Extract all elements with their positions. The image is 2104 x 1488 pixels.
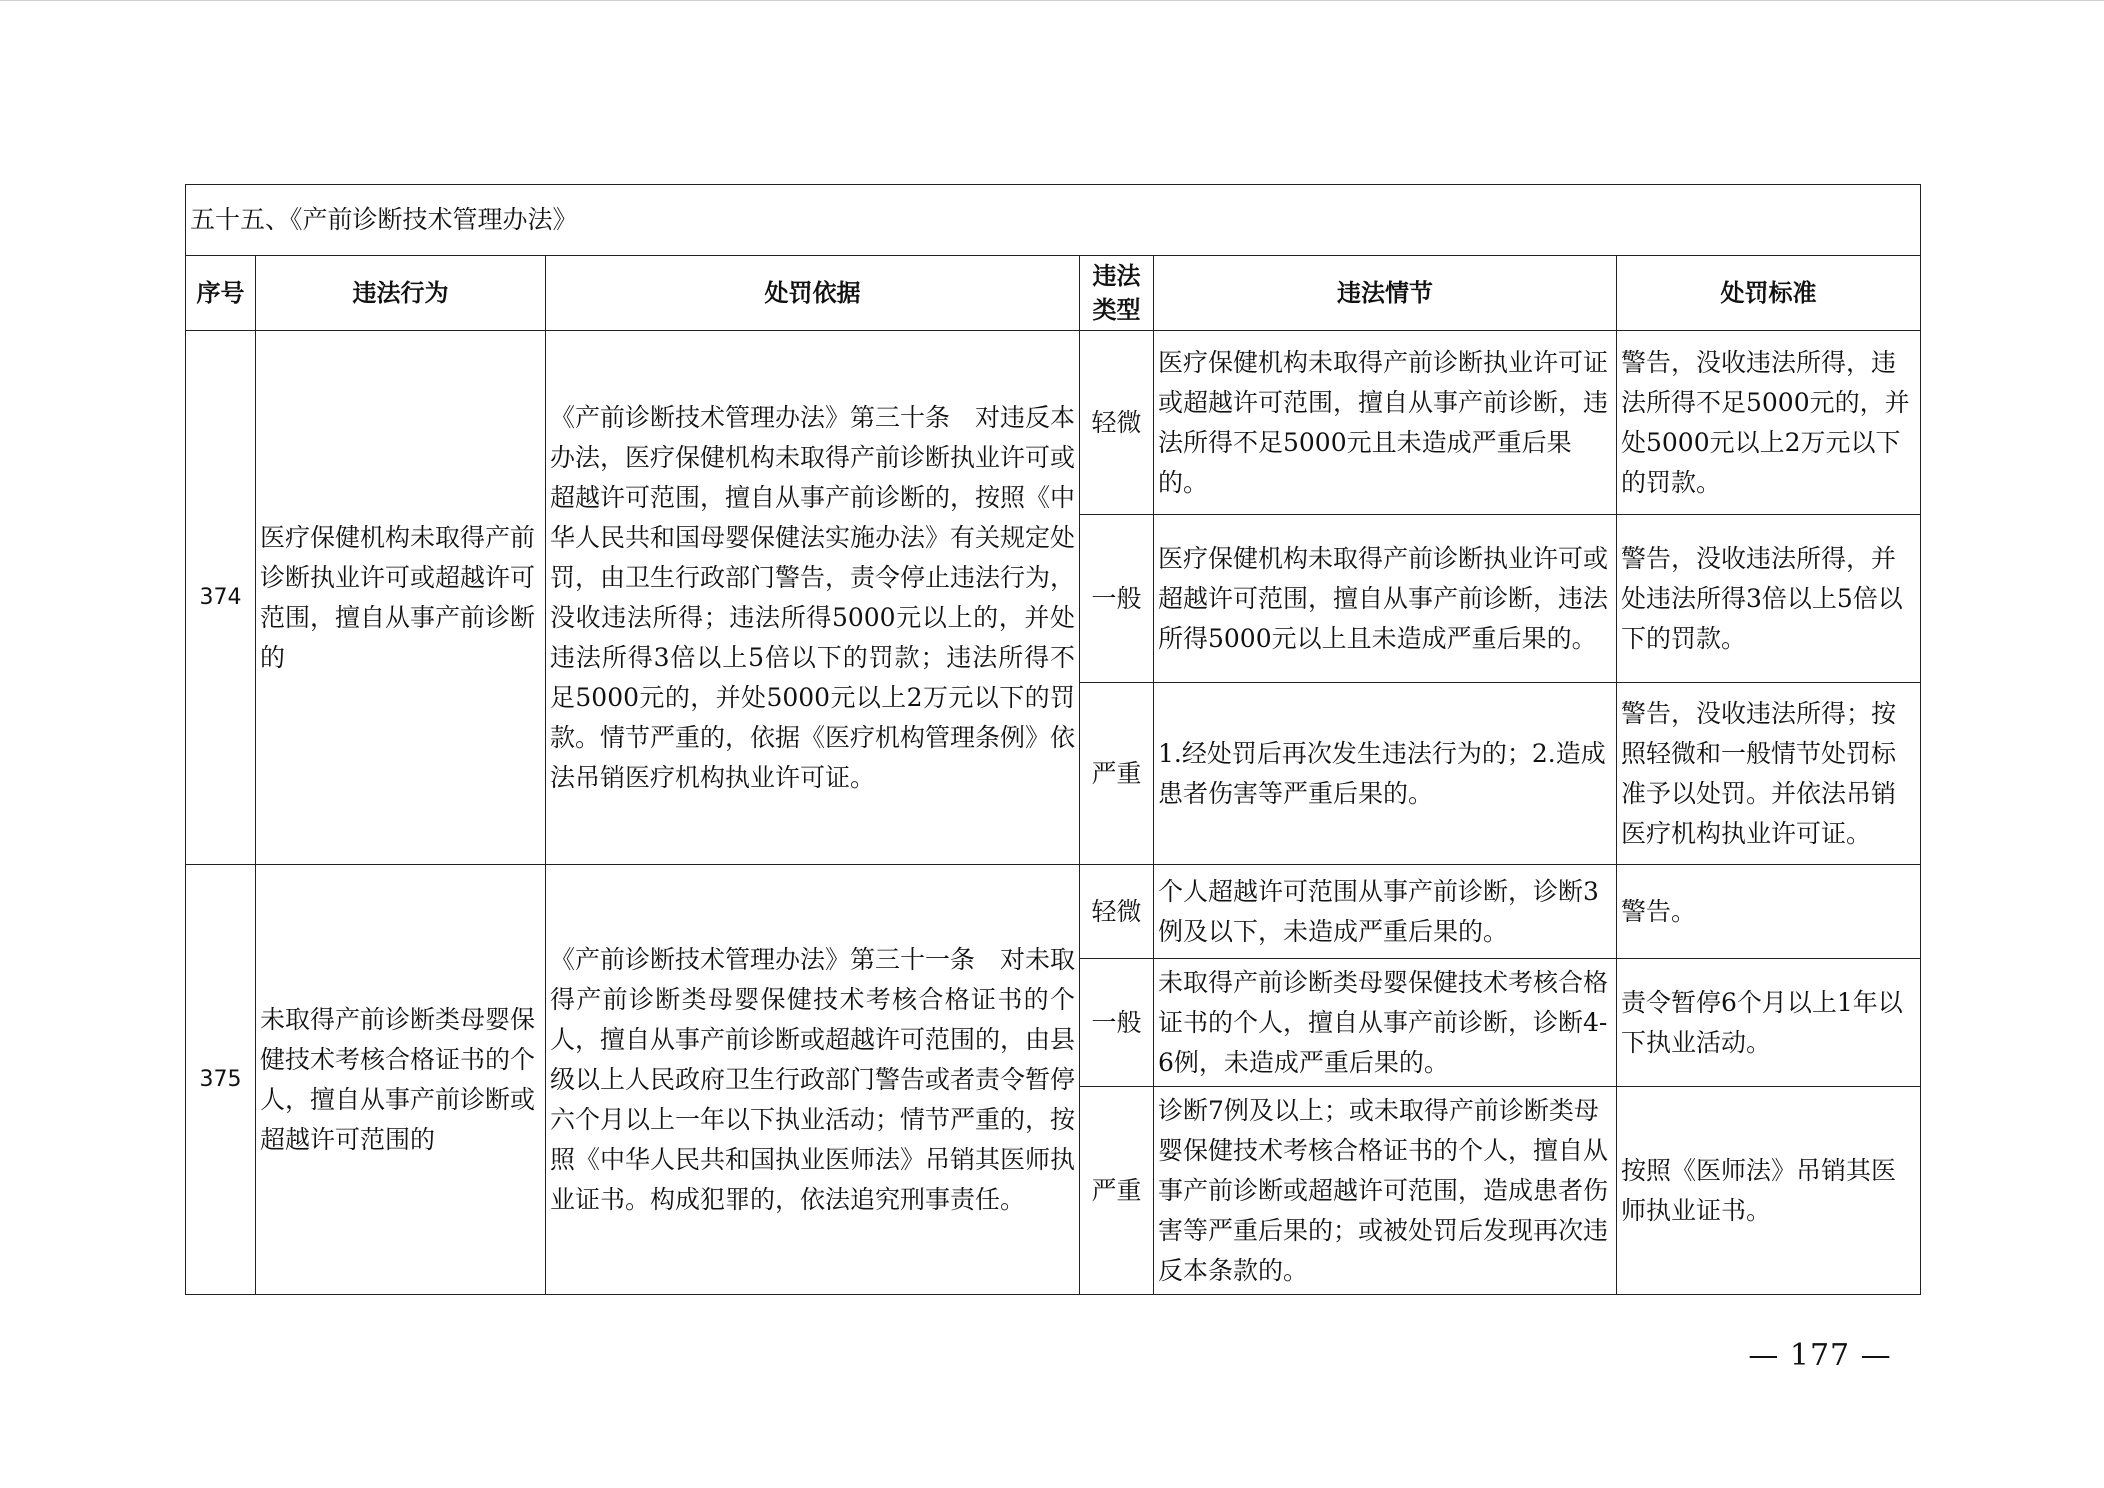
violation-detail: 未取得产前诊断类母婴保健技术考核合格证书的个人，擅自从事产前诊断，诊断4-6例，未造成严重后果的。 bbox=[1154, 959, 1617, 1087]
violation-type: 轻微 bbox=[1080, 331, 1154, 515]
violation-type: 严重 bbox=[1080, 683, 1154, 865]
header-detail: 违法情节 bbox=[1154, 256, 1617, 331]
penalty-standard: 警告，没收违法所得，并处违法所得3倍以上5倍以下的罚款。 bbox=[1617, 515, 1921, 683]
violation-detail: 医疗保健机构未取得产前诊断执业许可或超越许可范围，擅自从事产前诊断，违法所得5000元以上且未造成严重后果的。 bbox=[1154, 515, 1617, 683]
row-number: 374 bbox=[186, 331, 256, 865]
top-rule bbox=[0, 0, 2104, 1]
header-basis: 处罚依据 bbox=[546, 256, 1080, 331]
penalty-standard: 警告，没收违法所得，违法所得不足5000元的，并处5000元以上2万元以下的罚款。 bbox=[1617, 331, 1921, 515]
table-row bbox=[186, 865, 1921, 959]
violation-type: 轻微 bbox=[1080, 865, 1154, 959]
section-title: 五十五、《产前诊断技术管理办法》 bbox=[186, 185, 1921, 256]
penalty-standard: 责令暂停6个月以上1年以下执业活动。 bbox=[1617, 959, 1921, 1087]
violation-detail: 诊断7例及以上；或未取得产前诊断类母婴保健技术考核合格证书的个人，擅自从事产前诊断或超越许可范围，造成患者伤害等严重后果的；或被处罚后发现再次违反本条款的。 bbox=[1154, 1087, 1617, 1295]
penalty-standard: 警告。 bbox=[1617, 865, 1921, 959]
header-type bbox=[1080, 256, 1154, 331]
header-type-line2: 类型 bbox=[1092, 296, 1141, 324]
violation-type: 一般 bbox=[1080, 515, 1154, 683]
violation-detail: 医疗保健机构未取得产前诊断执业许可证或超越许可范围，擅自从事产前诊断，违法所得不足5000元且未造成严重后果的。 bbox=[1154, 331, 1617, 515]
penalty-basis: 《产前诊断技术管理办法》第三十一条 对未取得产前诊断类母婴保健技术考核合格证书的个人，擅自从事产前诊断或超越许可范围的，由县级以上人民政府卫生行政部门警告或者责令暂停六个月以上一年以下执业活动；情节严重的，按照《中华人民共和国执业医师法》吊销其医师执业证书。构成犯罪的，依法追究刑事责任。 bbox=[546, 865, 1080, 1295]
table-row bbox=[186, 331, 1921, 515]
violation-detail: 个人超越许可范围从事产前诊断，诊断3例及以下，未造成严重后果的。 bbox=[1154, 865, 1617, 959]
header-act: 违法行为 bbox=[256, 256, 546, 331]
header-row bbox=[186, 256, 1921, 331]
penalty-table bbox=[185, 184, 1921, 1295]
penalty-basis: 《产前诊断技术管理办法》第三十条 对违反本办法，医疗保健机构未取得产前诊断执业许可或超越许可范围，擅自从事产前诊断的，按照《中华人民共和国母婴保健法实施办法》有关规定处罚，由卫生行政部门警告，责令停止违法行为，没收违法所得；违法所得5000元以上的，并处违法所得3倍以上5倍以下的罚款；违法所得不足5000元的，并处5000元以上2万元以下的罚款。情节严重的，依据《医疗机构管理条例》依法吊销医疗机构执业许可证。 bbox=[546, 331, 1080, 865]
violation-type: 一般 bbox=[1080, 959, 1154, 1087]
penalty-standard: 按照《医师法》吊销其医师执业证书。 bbox=[1617, 1087, 1921, 1295]
violation-act: 未取得产前诊断类母婴保健技术考核合格证书的个人，擅自从事产前诊断或超越许可范围的 bbox=[256, 865, 546, 1295]
row-number: 375 bbox=[186, 865, 256, 1295]
penalty-standard: 警告，没收违法所得；按照轻微和一般情节处罚标准予以处罚。并依法吊销医疗机构执业许可证。 bbox=[1617, 683, 1921, 865]
section-row bbox=[186, 185, 1921, 256]
violation-type: 严重 bbox=[1080, 1087, 1154, 1295]
header-num: 序号 bbox=[186, 256, 256, 331]
header-standard: 处罚标准 bbox=[1617, 256, 1921, 331]
violation-act: 医疗保健机构未取得产前诊断执业许可或超越许可范围，擅自从事产前诊断的 bbox=[256, 331, 546, 865]
header-type-line1: 违法 bbox=[1092, 262, 1141, 290]
violation-detail: 1.经处罚后再次发生违法行为的；2.造成患者伤害等严重后果的。 bbox=[1154, 683, 1617, 865]
page-number: — 177 — bbox=[1748, 1338, 1892, 1373]
